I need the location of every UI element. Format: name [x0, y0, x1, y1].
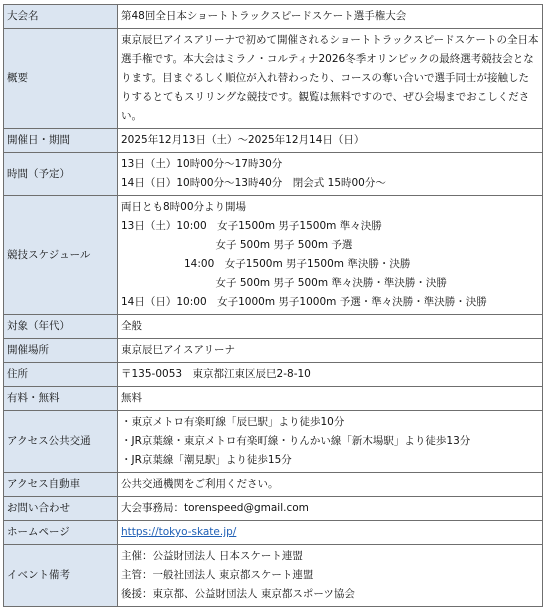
label-contact: お問い合わせ: [4, 497, 118, 521]
label-overview: 概要: [4, 29, 118, 129]
label-transit: アクセス公共交通: [4, 411, 118, 473]
row-notes: [4, 545, 543, 607]
notes-line: 主催：公益財団法人 日本スケート連盟: [121, 550, 303, 562]
row-homepage: [4, 521, 543, 545]
transit-line: ・JR京葉線・東京メトロ有楽町線・りんかい線「新木場駅」より徒歩13分: [121, 435, 471, 447]
homepage-link[interactable]: https://tokyo-skate.jp/: [121, 526, 237, 538]
label-audience: 対象（年代）: [4, 315, 118, 339]
schedule-line: 女子 500m 男子 500m 予選: [121, 239, 353, 251]
schedule-line: 13日（土）10:00 女子1500m 男子1500m 準々決勝: [121, 220, 382, 232]
notes-line: 後援：東京都、公益財団法人 東京都スポーツ協会: [121, 588, 355, 600]
notes-line: 主管：一般社団法人 東京都スケート連盟: [121, 569, 314, 581]
label-schedule: 競技スケジュール: [4, 196, 118, 315]
label-venue: 開催場所: [4, 339, 118, 363]
value-dates: 2025年12月13日（土）～2025年12月14日（日）: [118, 129, 543, 153]
transit-line: ・JR京葉線「潮見駅」より徒歩15分: [121, 454, 292, 466]
value-audience: 全般: [118, 315, 543, 339]
label-address: 住所: [4, 363, 118, 387]
value-schedule: [118, 196, 543, 315]
value-venue: 東京辰巳アイスアリーナ: [118, 339, 543, 363]
value-address: 〒135-0053 東京都江東区辰巳2-8-10: [118, 363, 543, 387]
row-contact: [4, 497, 543, 521]
row-dates: [4, 129, 543, 153]
row-fee: [4, 387, 543, 411]
schedule-line: 女子 500m 男子 500m 準々決勝・準決勝・決勝: [121, 277, 447, 289]
value-contact: 大会事務局：torenspeed@gmail.com: [118, 497, 543, 521]
row-schedule: [4, 196, 543, 315]
row-venue: [4, 339, 543, 363]
label-title: 大会名: [4, 5, 118, 29]
time-line: 14日（日）10時00分～13時40分 閉会式 15時00分～: [121, 177, 386, 189]
row-audience: [4, 315, 543, 339]
label-homepage: ホームページ: [4, 521, 118, 545]
row-transit: [4, 411, 543, 473]
value-homepage: [118, 521, 543, 545]
schedule-line: 14:00 女子1500m 男子1500m 準決勝・決勝: [121, 258, 411, 270]
schedule-line: 14日（日）10:00 女子1000m 男子1000m 予選・準々決勝・準決勝・決勝: [121, 296, 487, 308]
value-overview: 東京辰巳アイスアリーナで初めて開催されるショートトラックスピードスケートの全日本選手権です。本大会はミラノ・コルティナ2026冬季オリンピックの最終選考競技会となります。目まぐるしく順位が入れ替わったり、コースの奪い合いで選手同士が接触したりするとてもスリリングな競技です。観覧は無料ですので、ぜひ会場までおこしください。: [118, 29, 543, 129]
value-car: 公共交通機関をご利用ください。: [118, 473, 543, 497]
label-time: 時間（予定）: [4, 153, 118, 196]
value-fee: 無料: [118, 387, 543, 411]
label-notes: イベント備考: [4, 545, 118, 607]
time-line: 13日（土）10時00分～17時30分: [121, 158, 283, 170]
label-car: アクセス自動車: [4, 473, 118, 497]
label-dates: 開催日・期間: [4, 129, 118, 153]
label-fee: 有料・無料: [4, 387, 118, 411]
row-title: [4, 5, 543, 29]
value-title: 第48回全日本ショートトラックスピードスケート選手権大会: [118, 5, 543, 29]
transit-line: ・東京メトロ有楽町線「辰巳駅」より徒歩10分: [121, 416, 345, 428]
row-overview: [4, 29, 543, 129]
value-transit: [118, 411, 543, 473]
schedule-line: 両日とも8時00分より開場: [121, 201, 247, 213]
row-car: [4, 473, 543, 497]
row-address: [4, 363, 543, 387]
row-time: [4, 153, 543, 196]
value-time: [118, 153, 543, 196]
value-notes: [118, 545, 543, 607]
event-info-table: [3, 4, 543, 607]
